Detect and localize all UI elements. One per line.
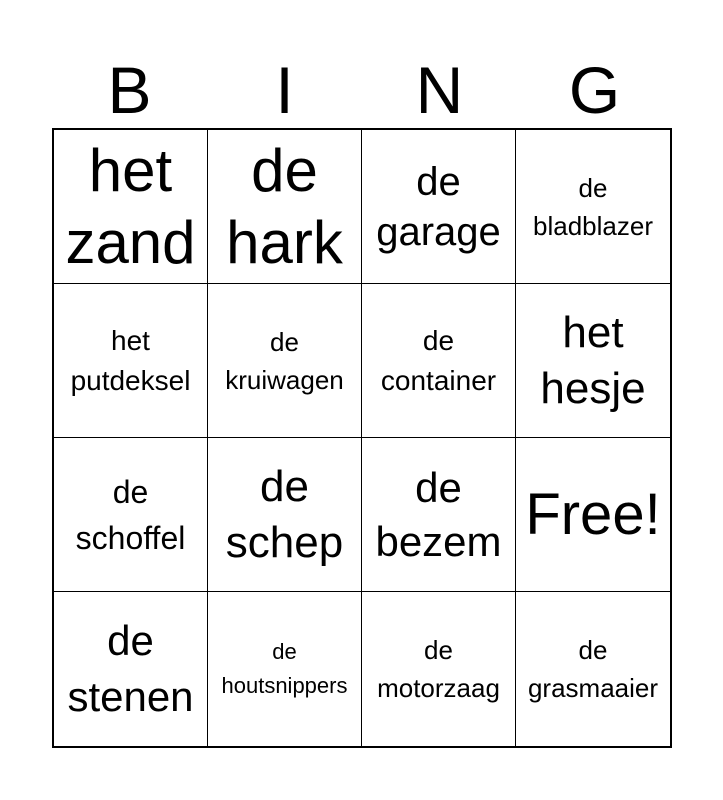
bingo-grid (52, 128, 672, 748)
bingo-cell[interactable] (362, 438, 516, 592)
cell-line-1: de (422, 324, 455, 356)
bingo-cell[interactable] (54, 592, 208, 746)
cell-line-2: kruiwagen (225, 364, 344, 395)
cell-line-2: schep (225, 517, 344, 567)
cell-line-1: het (88, 136, 173, 204)
cell-line-1: het (111, 324, 150, 356)
bingo-header (52, 52, 672, 128)
cell-line-2: bezem (375, 517, 502, 565)
bingo-cell[interactable] (362, 592, 516, 746)
cell-line-2: hesje (540, 363, 646, 413)
bingo-cell[interactable] (54, 284, 208, 438)
bingo-cell[interactable] (516, 130, 670, 284)
bingo-cell[interactable] (516, 284, 670, 438)
header-letter-b: B (107, 53, 152, 127)
cell-line-1: het (562, 307, 624, 357)
cell-line-1: de (107, 617, 154, 664)
cell-line-2: zand (65, 208, 196, 276)
bingo-cell[interactable] (54, 130, 208, 284)
cell-line-2: houtsnippers (221, 673, 348, 698)
cell-line-2: putdeksel (70, 364, 191, 396)
header-letter-i: I (275, 53, 294, 127)
header-letter-g: G (568, 53, 621, 127)
header-letter-n: N (415, 53, 464, 127)
cell-line-1: de (424, 635, 453, 665)
cell-line-1: de (578, 172, 608, 203)
cell-line-2: grasmaaier (527, 673, 659, 703)
bingo-cell[interactable] (208, 438, 362, 592)
cell-line-2: schoffel (75, 519, 186, 556)
cell-line-1: de (260, 461, 309, 511)
cell-line-1: de (415, 463, 462, 511)
bingo-cell[interactable] (54, 438, 208, 592)
cell-line-2: container (380, 364, 497, 396)
cell-line-2: garage (376, 209, 501, 254)
cell-line-1: de (416, 159, 461, 204)
cell-line-1: de (272, 639, 297, 664)
bingo-cell[interactable] (208, 130, 362, 284)
bingo-cell[interactable] (362, 284, 516, 438)
bingo-cell[interactable] (208, 284, 362, 438)
cell-line-1: de (270, 326, 299, 357)
cell-line-2: motorzaag (377, 673, 500, 703)
cell-line-2: hark (226, 208, 343, 276)
cell-line-2: stenen (67, 673, 194, 720)
free-space-label: Free! (525, 481, 661, 547)
cell-line-1: de (251, 136, 318, 204)
bingo-cell[interactable] (208, 592, 362, 746)
cell-line-1: de (112, 473, 149, 510)
cell-line-2: bladblazer (533, 210, 653, 241)
free-space-cell[interactable] (516, 438, 670, 592)
bingo-cell[interactable] (516, 592, 670, 746)
cell-line-1: de (578, 635, 608, 665)
bingo-cell[interactable] (362, 130, 516, 284)
